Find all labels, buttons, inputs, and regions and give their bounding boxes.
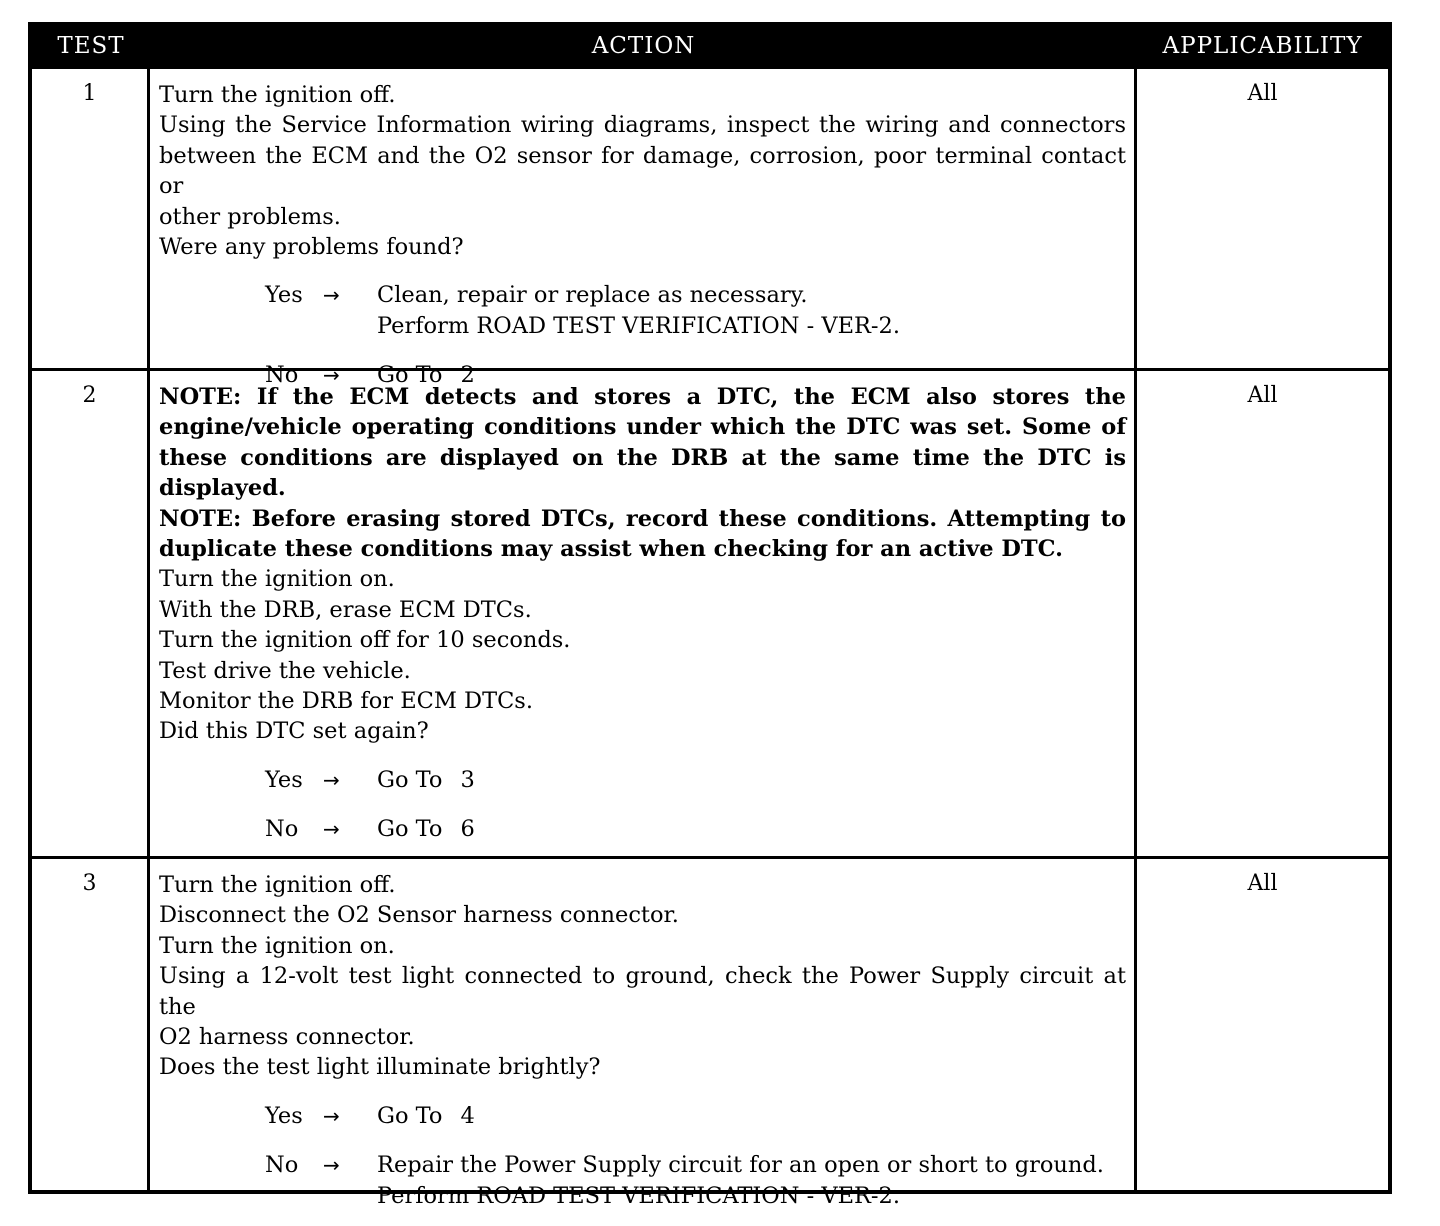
answer-yes xyxy=(159,765,1126,795)
goto-target[interactable]: 4 xyxy=(460,1102,475,1129)
answer-line: Repair the Power Supply circuit for an open or short to ground. xyxy=(377,1152,1104,1179)
answer-text xyxy=(377,280,1126,341)
answer-label: Yes xyxy=(265,1102,303,1129)
answer-line: Perform ROAD TEST VERIFICATION - VER-2. xyxy=(377,1182,901,1209)
note-line: NOTE: If the ECM detects and stores a DTC, the ECM also stores the xyxy=(159,384,1126,410)
answer-label: No xyxy=(265,816,299,843)
arrow-right-icon: → xyxy=(323,1103,340,1128)
action-cell xyxy=(150,859,1137,1209)
note-line: engine/vehicle operating conditions under which the DTC was set. Some of xyxy=(159,414,1126,441)
table-row xyxy=(32,368,1388,856)
answer-label: Yes xyxy=(265,282,303,309)
diagnostic-test-table xyxy=(28,22,1392,1209)
answer-label: No xyxy=(265,362,299,389)
action-line: Were any problems found? xyxy=(159,234,464,261)
answer-line: Clean, repair or replace as necessary. xyxy=(377,282,808,309)
goto-target[interactable]: 2 xyxy=(460,362,475,389)
goto-target[interactable]: 3 xyxy=(460,766,475,793)
arrow-right-icon: → xyxy=(323,283,340,308)
action-line: Turn the ignition off for 10 seconds. xyxy=(159,627,571,654)
test-number: 2 xyxy=(32,371,150,856)
answer-line: Perform ROAD TEST VERIFICATION - VER-2. xyxy=(377,312,901,339)
action-line: Turn the ignition off. xyxy=(159,872,396,898)
action-line: Disconnect the O2 Sensor harness connector. xyxy=(159,902,679,929)
action-line: With the DRB, erase ECM DTCs. xyxy=(159,596,532,623)
action-line: between the ECM and the O2 sensor for damage, corrosion, poor terminal contact or xyxy=(159,142,1126,200)
action-line: Using a 12-volt test light connected to ground, check the Power Supply circuit at the xyxy=(159,963,1126,1020)
applicability-value: All xyxy=(1247,383,1278,408)
header-action: ACTION xyxy=(591,33,696,59)
answer-text xyxy=(377,814,1126,844)
goto-label: Go To xyxy=(377,816,443,843)
action-line: Using the Service Information wiring diagrams, inspect the wiring and connectors xyxy=(159,112,1126,139)
goto-label: Go To xyxy=(377,1102,443,1129)
answer-yes xyxy=(159,1101,1126,1131)
action-line: O2 harness connector. xyxy=(159,1024,415,1051)
action-line: Turn the ignition on. xyxy=(159,566,395,593)
action-cell xyxy=(150,69,1137,389)
action-line: Test drive the vehicle. xyxy=(159,657,411,684)
arrow-right-icon: → xyxy=(323,363,340,388)
action-line: other problems. xyxy=(159,203,341,230)
action-cell xyxy=(150,371,1137,856)
answer-yes xyxy=(159,280,1126,341)
answer-no xyxy=(159,814,1126,844)
table-header xyxy=(32,26,1388,66)
note-line: NOTE: Before erasing stored DTCs, record these conditions. Attempting to xyxy=(159,505,1126,532)
applicability-value: All xyxy=(1247,871,1278,896)
note-line: duplicate these conditions may assist when checking for an active DTC. xyxy=(159,536,1063,563)
action-line: Turn the ignition on. xyxy=(159,932,395,959)
goto-target[interactable]: 6 xyxy=(460,816,475,843)
header-applicability: APPLICABILITY xyxy=(1162,33,1363,59)
answer-no xyxy=(159,1150,1126,1211)
answer-text xyxy=(377,1150,1126,1211)
test-number: 3 xyxy=(32,859,150,1190)
goto-label: Go To xyxy=(377,766,443,793)
action-line: Did this DTC set again? xyxy=(159,718,429,745)
action-line: Turn the ignition off. xyxy=(159,82,396,108)
action-line: Does the test light illuminate brightly? xyxy=(159,1054,601,1081)
note-line: displayed. xyxy=(159,475,286,502)
header-test: TEST xyxy=(57,33,125,59)
note-line: these conditions are displayed on the DRB at the same time the DTC is xyxy=(159,444,1126,471)
test-number: 1 xyxy=(32,69,150,368)
answer-text xyxy=(377,765,1126,795)
action-line: Monitor the DRB for ECM DTCs. xyxy=(159,688,534,715)
arrow-right-icon: → xyxy=(323,817,340,842)
applicability-value: All xyxy=(1247,81,1278,106)
goto-label: Go To xyxy=(377,362,443,389)
table-row xyxy=(32,66,1388,389)
table-row xyxy=(32,856,1388,1209)
answer-list xyxy=(159,1101,1126,1211)
answer-list xyxy=(159,765,1126,845)
arrow-right-icon: → xyxy=(323,767,340,792)
answer-label: Yes xyxy=(265,766,303,793)
answer-text xyxy=(377,1101,1126,1131)
arrow-right-icon: → xyxy=(323,1153,340,1178)
answer-label: No xyxy=(265,1152,299,1179)
